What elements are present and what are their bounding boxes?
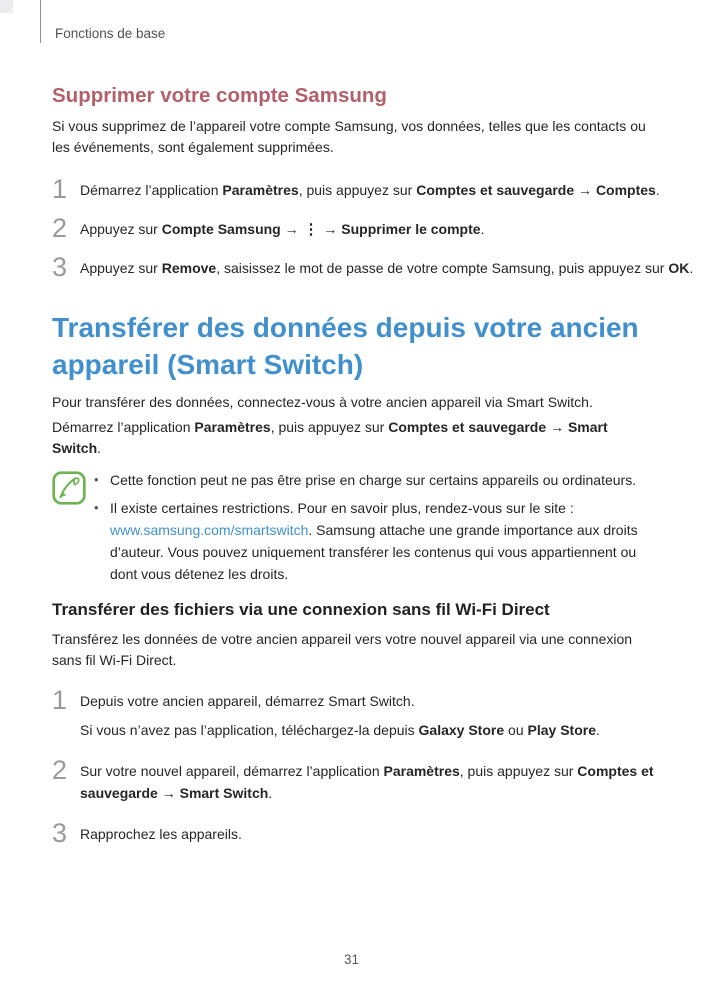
text-run: Sur votre nouvel appareil, démarrez l’application xyxy=(80,763,384,779)
step-body xyxy=(80,213,659,241)
bullet-icon: • xyxy=(94,500,99,515)
delete-account-intro: Si vous supprimez de l’appareil votre compte Samsung, vos données, telles que les contacts ou les événements, sont également supprimées. xyxy=(52,118,646,155)
step-text xyxy=(80,690,659,712)
text-run: , puis appuyez sur xyxy=(298,182,417,198)
smart-switch-intro: Pour transférer des données, connectez-vous à votre ancien appareil via Smart Switch. xyxy=(52,394,593,410)
step-body xyxy=(80,685,659,741)
note-item xyxy=(92,469,659,491)
wifi-direct-intro: Transférez les données de votre ancien appareil vers votre nouvel appareil via une connexion sans fil Wi-Fi Direct. xyxy=(52,631,633,668)
text-run: Il existe certaines restrictions. Pour en savoir plus, rendez-vous sur le site : xyxy=(110,500,574,516)
text-run: Démarrez l’application xyxy=(80,182,223,198)
note-text xyxy=(110,469,636,491)
emphasis-text: OK xyxy=(668,260,690,276)
step-item xyxy=(52,818,659,848)
wifi-direct-steps xyxy=(52,685,659,848)
page-corner-mark xyxy=(0,0,13,13)
smartswitch-link[interactable]: www.samsung.com/smartswitch xyxy=(110,522,309,538)
emphasis-text: Paramètres xyxy=(222,182,299,198)
page-number: 31 xyxy=(343,952,360,967)
step-body xyxy=(80,755,659,804)
emphasis-text: Play Store xyxy=(527,722,596,738)
text-run: . xyxy=(689,260,694,276)
step-text xyxy=(80,257,693,279)
emphasis-text: Galaxy Store xyxy=(418,722,505,738)
step-body xyxy=(80,818,659,845)
text-run: . xyxy=(480,221,485,237)
emphasis-text: Compte Samsung xyxy=(161,221,281,237)
step-number: 1 xyxy=(52,685,68,715)
text-run: , saisissez le mot de passe de votre compte Samsung, puis appuyez sur xyxy=(216,260,669,276)
emphasis-text: Comptes et sauvegarde xyxy=(388,419,547,435)
note-items xyxy=(92,469,659,585)
note-icon xyxy=(52,469,86,585)
text-run: → xyxy=(157,785,180,801)
section-heading-smart-switch xyxy=(52,309,659,383)
smart-switch-path xyxy=(52,417,659,459)
step-body xyxy=(80,174,660,201)
note-text xyxy=(110,497,659,585)
text-run: Appuyez sur xyxy=(80,221,162,237)
note-block xyxy=(52,469,659,585)
emphasis-text: Supprimer le compte xyxy=(341,221,481,237)
emphasis-text: Smart Switch xyxy=(179,785,269,801)
text-run: ou xyxy=(504,722,528,738)
emphasis-text: Remove xyxy=(161,260,217,276)
step-item xyxy=(52,252,694,282)
text-run: → xyxy=(319,221,342,237)
emphasis-text: Paramètres xyxy=(383,763,460,779)
step-text xyxy=(80,823,659,845)
text-run: Cette fonction peut ne pas être prise en charge sur certains appareils ou ordinateurs. xyxy=(110,472,637,488)
subsection-heading-wifi-direct: Transférer des fichiers via une connexion sans fil Wi-Fi Direct xyxy=(52,600,550,619)
step-text xyxy=(80,179,660,201)
header-rule xyxy=(40,0,41,43)
heading-line: Transférer des données depuis votre ancien xyxy=(52,312,639,343)
emphasis-text: Paramètres xyxy=(194,419,271,435)
step-item xyxy=(52,685,659,741)
section-heading-delete-account: Supprimer votre compte Samsung xyxy=(52,84,387,107)
text-run: Démarrez l’application xyxy=(52,419,195,435)
step-item xyxy=(52,755,659,804)
emphasis-text: Comptes et sauvegarde xyxy=(416,182,575,198)
emphasis-text: Smart Switch xyxy=(52,419,608,456)
step-text xyxy=(80,760,659,804)
step-item xyxy=(52,213,659,243)
step-number: 3 xyxy=(52,252,68,282)
text-run: . xyxy=(97,440,102,456)
text-run: Rapprochez les appareils. xyxy=(80,826,242,842)
text-run: Si vous n’avez pas l’application, téléchargez-la depuis xyxy=(80,722,419,738)
bullet-icon: • xyxy=(94,472,99,487)
step-number: 2 xyxy=(52,213,68,243)
step-number: 1 xyxy=(52,174,68,204)
text-run: , puis appuyez sur xyxy=(270,419,389,435)
more-vertical-icon: ⋮ xyxy=(303,221,319,238)
text-run: . xyxy=(595,722,600,738)
step-number: 3 xyxy=(52,818,68,848)
text-run: , puis appuyez sur xyxy=(459,763,578,779)
text-run: → xyxy=(574,182,596,198)
step-item xyxy=(52,174,659,204)
text-run: → xyxy=(280,221,303,237)
step-body xyxy=(80,252,693,279)
text-run: → xyxy=(546,419,568,435)
note-item xyxy=(92,497,659,585)
text-run: . xyxy=(655,182,660,198)
step-subtext xyxy=(80,719,659,741)
step-text xyxy=(80,218,659,241)
emphasis-text: Comptes et sauvegarde xyxy=(80,763,654,801)
emphasis-text: Comptes xyxy=(595,182,656,198)
step-number: 2 xyxy=(52,755,68,785)
running-header: Fonctions de base xyxy=(55,26,166,41)
heading-line: appareil (Smart Switch) xyxy=(52,349,364,380)
text-run: Depuis votre ancien appareil, démarrez Smart Switch. xyxy=(80,693,415,709)
text-run: . xyxy=(268,785,273,801)
delete-account-steps xyxy=(52,174,694,282)
text-run: . Samsung attache une grande importance aux droits d’auteur. Vous pouvez uniquement transférer les contenus qui vous appartiennent ou dont vous détenez les droits. xyxy=(110,522,638,582)
text-run: Appuyez sur xyxy=(80,260,162,276)
